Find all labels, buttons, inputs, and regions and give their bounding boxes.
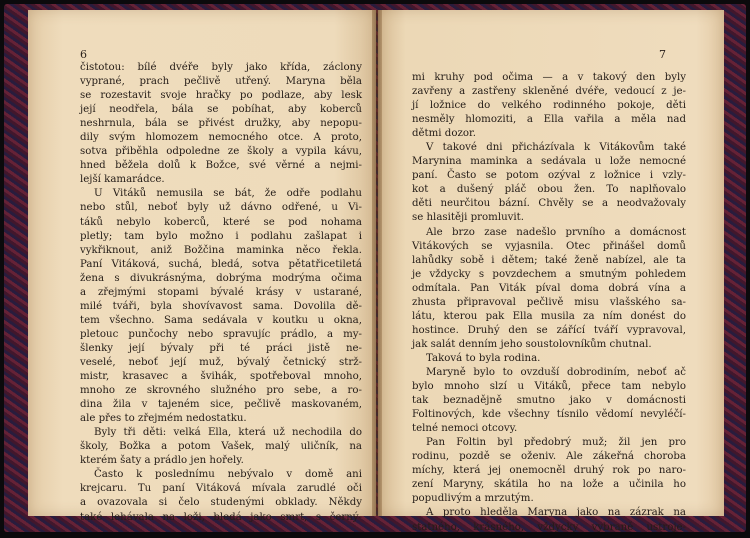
text-line: její neodřela, bála se pobíhat, aby koberců bbox=[80, 104, 362, 116]
text-line: zhusta připravoval pečlivě misu vlašského sa- bbox=[412, 296, 686, 308]
text-line: Taková to byla rodina. bbox=[426, 352, 541, 364]
text-line: Ale brzo zase nadešlo prvního a domácnost bbox=[426, 226, 686, 238]
text-line: jak salát denním jeho soustolovníkům chutnal. bbox=[412, 338, 652, 350]
text-line: statného, krásného, vždycky vybraně ustroje- bbox=[412, 521, 686, 533]
text-line: zavřeny a zastřeny skleněné dvéře, vedoucí z je- bbox=[412, 86, 686, 98]
text-line: kot a dušený pláč obou žen. To naplňovalo bbox=[412, 184, 686, 196]
text-line: zení Maryny, skátila ho na lože a učinila ho bbox=[412, 479, 686, 491]
text-line: neshrnula, bála se přivést družky, aby nepopu- bbox=[80, 118, 362, 130]
text-line: dina žila v tajeném sice, pečlivě maskovaném, bbox=[80, 399, 362, 411]
text-line: táků nebylo koberců, které se pod nohama bbox=[80, 216, 362, 228]
text-line: nesměly hlomoziti, a Ella vařila a měla nad bbox=[412, 114, 686, 126]
text-line: popudlivým a mrzutým. bbox=[412, 493, 534, 505]
text-line: je vždycky s povzdechem a smutným pohledem bbox=[412, 268, 686, 280]
text-line: lejší kamarádce. bbox=[80, 174, 165, 186]
text-line: se hlasitěji promluvit. bbox=[412, 212, 525, 224]
text-line: mnoho ze skrovného služného pro sebe, a ro- bbox=[80, 385, 362, 397]
text-line: mi kruhy pod očima — a v takový den byly bbox=[412, 72, 686, 83]
text-line: A proto hleděla Maryna jako na zázrak na bbox=[426, 507, 686, 519]
text-line: Paní Vitáková, suchá, bledá, sotva pětatřicetiletá bbox=[80, 258, 362, 270]
text-line: milé tváři, byla shovívavost sama. Dovolila dě- bbox=[80, 300, 362, 312]
text-line: veselé, neboť její muž, bývalý četnický strž- bbox=[80, 356, 362, 368]
right-page-text bbox=[412, 71, 686, 535]
text-line: pletouc punčochy nebo spravujíc prádlo, a my- bbox=[80, 328, 362, 340]
text-line: děti neurčitou bázní. Chvěly se a neodvažovaly bbox=[412, 198, 686, 210]
text-line: a zřejmými stopami bývalé krásy v ustarané, bbox=[80, 286, 362, 298]
text-line: U Vitáků nemusila se bát, že odře podlahu bbox=[94, 188, 362, 200]
text-line: odmítala. Pan Viták píval doma dobrá vína a bbox=[412, 282, 686, 294]
text-line: Foltinových, kde všechny tísnilo vědomí nevyléčí- bbox=[412, 409, 686, 421]
text-line: Často k poslednímu nebývalo v domě ani bbox=[94, 469, 362, 481]
text-line: tem všechno. Sama sedávala v koutku u okna, bbox=[80, 314, 362, 326]
left-page bbox=[28, 10, 376, 523]
page-number-right: 7 bbox=[659, 48, 666, 61]
text-line: tak beznadějně smutno jako v domácnosti bbox=[412, 395, 686, 407]
text-line: rodinu, pozdě se oženiv. Ale zákeřná choroba bbox=[412, 451, 686, 463]
text-line: vykřiknout, aniž Božčina maminka něco řekla. bbox=[80, 244, 362, 256]
text-line: Marynina maminka a sedávala u lože nemocné bbox=[412, 156, 686, 168]
text-line: ale přes to zřejmém nedostatku. bbox=[80, 413, 247, 425]
text-line: krejcaru. Tu paní Vitáková mívala zarudlé oči bbox=[80, 483, 362, 495]
text-line: Pan Foltin byl předobrý muž; žil jen pro bbox=[426, 437, 686, 449]
page-number-left: 6 bbox=[80, 48, 87, 61]
text-line: míchy, která jej onemocněl druhý rok po naro- bbox=[412, 465, 686, 477]
right-page bbox=[378, 10, 724, 533]
text-line: čistotou: bílé dvéře byly jako křída, záclony bbox=[80, 62, 362, 73]
text-line: látu, kterou pak Ella musila za ním donést do bbox=[412, 310, 686, 322]
text-line: školy, Božka a potom Vašek, malý uličník, na bbox=[80, 441, 362, 453]
text-line: jí ložnice do velkého rodinného pokoje, děti bbox=[412, 100, 686, 112]
text-line: bylo mnoho slzí u Vitáků, přece tam nebylo bbox=[412, 381, 686, 393]
text-line: se rozestavit svoje hračky po podlaze, aby lesk bbox=[80, 90, 362, 102]
text-line: Maryně bylo to ovzduší dobrodiním, neboť ač bbox=[426, 366, 686, 378]
text-line: dětmi dozor. bbox=[412, 128, 476, 140]
text-line: hned běžela dolů k Božce, své věrné a nejmi- bbox=[80, 160, 362, 172]
text-line: telné nemoci otcovy. bbox=[412, 423, 518, 435]
text-line: nebo stůl, neboť byly už dávno odřené, u Vi- bbox=[80, 202, 362, 214]
text-line: kterém šaty a prádlo jen hořely. bbox=[80, 455, 244, 467]
text-line: hostince. Druhý den se zářící tváří vypravoval, bbox=[412, 324, 686, 336]
text-line: pletly; tam bylo možno i podlahu zašlapat i bbox=[80, 230, 362, 242]
left-page-text bbox=[80, 61, 362, 525]
book-gutter bbox=[372, 10, 382, 516]
text-line: lahůdky sobě i dětem; také ženě nabízel, ale ta bbox=[412, 254, 686, 266]
text-line: žena s divukrásnýma, dobrýma modrýma očima bbox=[80, 272, 362, 284]
text-line: dily svým hlomozem nemocného otce. A proto, bbox=[80, 132, 362, 144]
text-line: šlenky její bývaly při té práci jistě ne- bbox=[80, 342, 362, 354]
text-line: vyprané, prach pečlivě utřený. Maryna běla bbox=[80, 76, 362, 88]
text-line: paní. Často se potom ozýval z ložnice i vzly- bbox=[412, 170, 686, 182]
text-line: mistr, krasavec a švihák, spotřeboval mnoho, bbox=[80, 371, 362, 383]
text-line: Byly tři děti: velká Ella, která už nechodila do bbox=[94, 427, 362, 439]
text-line: také lehávala na loži, bledá jako smrt, s černý- bbox=[80, 511, 362, 523]
text-line: a ovazovala si čelo studenými obklady. Někdy bbox=[80, 497, 362, 509]
text-line: V takové dni přicházívala k Vitákovům také bbox=[426, 142, 686, 154]
text-line: Vitákových se vyjasnila. Otec přinášel domů bbox=[412, 240, 686, 252]
text-line: sotva přiběhla odpoledne ze školy a vypila kávu, bbox=[80, 146, 362, 158]
